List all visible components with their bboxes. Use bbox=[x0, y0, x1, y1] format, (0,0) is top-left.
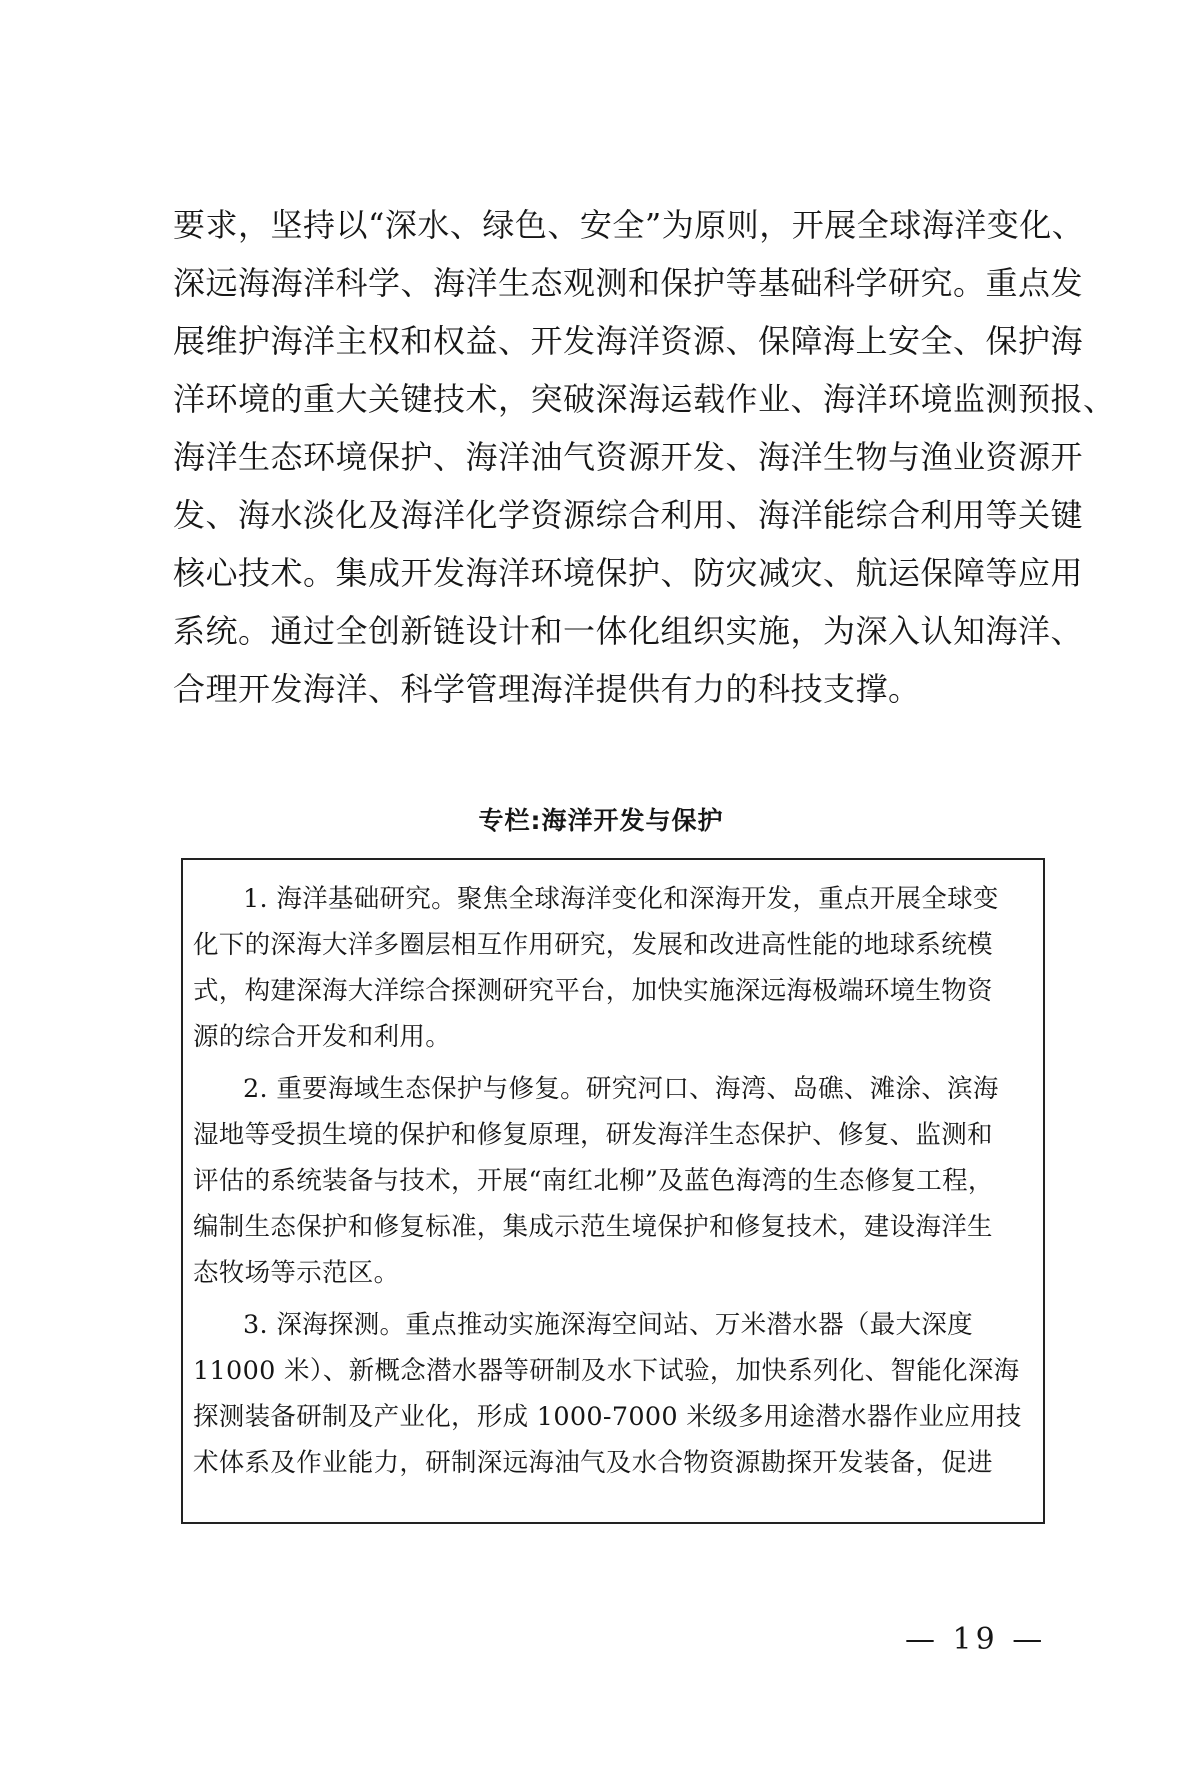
box-line: 1. 海洋基础研究。聚焦全球海洋变化和深海开发，重点开展全球变 bbox=[243, 884, 999, 914]
column-box-content bbox=[193, 876, 1038, 1486]
box-line: 11000 米）、新概念潜水器等研制及水下试验，加快系列化、智能化深海 bbox=[193, 1356, 1020, 1386]
box-line: 术体系及作业能力，研制深远海油气及水合物资源勘探开发装备，促进 bbox=[193, 1448, 993, 1478]
body-line: 深远海海洋科学、海洋生态观测和保护等基础科学研究。重点发 bbox=[173, 264, 1084, 302]
box-item-1 bbox=[193, 876, 1038, 1060]
body-line: 合理开发海洋、科学管理海洋提供有力的科技支撑。 bbox=[173, 670, 921, 708]
box-line: 化下的深海大洋多圈层相互作用研究，发展和改进高性能的地球系统模 bbox=[193, 930, 993, 960]
body-line: 要求，坚持以“深水、绿色、安全”为原则，开展全球海洋变化、 bbox=[173, 206, 1085, 244]
body-line: 系统。通过全创新链设计和一体化组织实施，为深入认知海洋、 bbox=[173, 612, 1084, 650]
body-paragraph bbox=[173, 196, 1116, 718]
body-line: 发、海水淡化及海洋化学资源综合利用、海洋能综合利用等关键 bbox=[173, 496, 1084, 534]
box-line: 编制生态保护和修复标准，集成示范生境保护和修复技术，建设海洋生 bbox=[193, 1212, 993, 1242]
body-line: 洋环境的重大关键技术，突破深海运载作业、海洋环境监测预报、 bbox=[173, 380, 1116, 418]
box-line: 式，构建深海大洋综合探测研究平台，加快实施深远海极端环境生物资 bbox=[193, 976, 993, 1006]
body-line: 海洋生态环境保护、海洋油气资源开发、海洋生物与渔业资源开 bbox=[173, 438, 1084, 476]
box-line: 3. 深海探测。重点推动实施深海空间站、万米潜水器（最大深度 bbox=[243, 1310, 973, 1340]
body-line: 展维护海洋主权和权益、开发海洋资源、保障海上安全、保护海 bbox=[173, 322, 1084, 360]
column-box-title: 专栏:海洋开发与保护 bbox=[478, 806, 724, 835]
box-line: 评估的系统装备与技术，开展“南红北柳”及蓝色海湾的生态修复工程， bbox=[193, 1166, 994, 1196]
body-line: 核心技术。集成开发海洋环境保护、防灾减灾、航运保障等应用 bbox=[173, 554, 1084, 592]
page-number: — 19 — bbox=[905, 1622, 1047, 1657]
column-box bbox=[181, 858, 1045, 1524]
box-item-3 bbox=[193, 1302, 1038, 1486]
box-line: 源的综合开发和利用。 bbox=[193, 1022, 452, 1052]
box-line: 态牧场等示范区。 bbox=[193, 1258, 400, 1288]
box-item-2 bbox=[193, 1066, 1038, 1296]
box-line: 探测装备研制及产业化，形成 1000-7000 米级多用途潜水器作业应用技 bbox=[193, 1402, 1022, 1432]
box-line: 湿地等受损生境的保护和修复原理，研发海洋生态保护、修复、监测和 bbox=[193, 1120, 993, 1150]
box-line: 2. 重要海域生态保护与修复。研究河口、海湾、岛礁、滩涂、滨海 bbox=[243, 1074, 999, 1104]
